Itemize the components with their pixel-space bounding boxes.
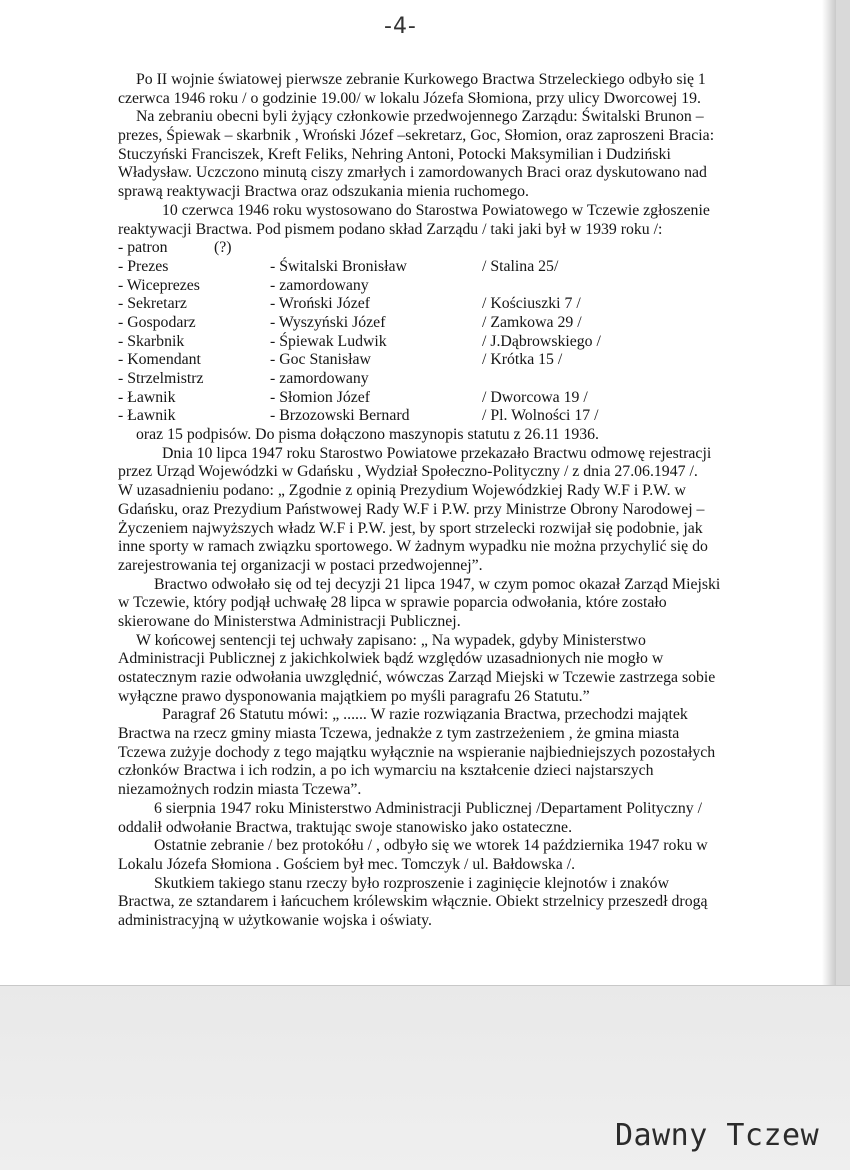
paragraph — [118, 71, 783, 108]
text-line: Bractwa, ze sztandarem i łańcuchem królewskim włącznie. Obiekt strzelnicy przeszedł drogą — [118, 893, 708, 911]
board-row — [118, 258, 783, 277]
text-line: w Tczewie, który podjął uchwałę 28 lipca w sprawie poparcia odwołania, które zostało — [118, 594, 667, 612]
text-line: inne sporty w ramach związku sportowego. W żadnym wypadku nie można przychylić się do — [118, 538, 708, 556]
board-row — [118, 277, 783, 296]
text-line: 6 sierpnia 1947 roku Ministerstwo Administracji Publicznej /Departament Polityczny / — [154, 799, 702, 817]
board-member-address: / Dworcowa 19 / — [482, 388, 588, 406]
text-line: Na zebraniu obecni byli żyjący członkowie przedwojennego Zarządu: Świtalski Brunon – — [136, 108, 704, 126]
text-line: Bractwa na rzecz gminy miasta Tczewa, jednakże z tym zastrzeżeniem , że gmina miasta — [118, 725, 680, 743]
board-role: - Ławnik — [118, 388, 176, 406]
board-role: - Gospodarz — [118, 313, 196, 331]
text-line: Gdańsku, oraz Prezydium Państwowej Rady W.F i P.W. przy Ministrze Obrony Narodowej – — [118, 500, 705, 518]
board-role: - Komendant — [118, 351, 201, 369]
board-row — [118, 333, 783, 352]
text-line: reaktywacji Bractwa. Pod pismem podano skład Zarządu / taki jaki był w 1939 roku /: — [118, 220, 663, 238]
text-line: Stuczyński Franciszek, Kreft Feliks, Nehring Antoni, Potocki Maksymilian i Dudziński — [118, 145, 671, 163]
text-line: skierowane do Ministerstwa Administracji Publicznej. — [118, 612, 461, 630]
text-line: Władysław. Uczczono minutą ciszy zmarłych i zamordowanych Braci oraz dyskutowano nad — [118, 164, 707, 182]
board-member-name: - Wyszyński Józef — [270, 313, 386, 331]
intro-paragraphs — [118, 71, 783, 239]
board-row — [118, 239, 783, 258]
page-edge-shadow — [822, 0, 836, 985]
board-member-address: / Krótka 15 / — [482, 351, 563, 369]
text-line: administracyjną w użytkowanie wojska i oświaty. — [118, 911, 432, 929]
paragraph — [118, 108, 783, 201]
board-role: - Prezes — [118, 257, 169, 275]
board-row — [118, 407, 783, 426]
board-member-name: - Wroński Józef — [270, 295, 370, 313]
board-member-address: / Kościuszki 7 / — [482, 295, 581, 313]
text-line: niezamożnych rodzin miasta Tczewa”. — [118, 781, 362, 799]
text-line: Paragraf 26 Statutu mówi: „ ...... W razie rozwiązania Bractwa, przechodzi majątek — [162, 706, 688, 724]
board-row — [118, 295, 783, 314]
text-line: oraz 15 podpisów. Do pisma dołączono maszynopis statutu z 26.11 1936. — [136, 426, 600, 444]
board-role: - Sekretarz — [118, 295, 187, 313]
board-member-name: - zamordowany — [270, 276, 369, 294]
paragraph — [118, 632, 783, 707]
text-line: Lokalu Józefa Słomiona . Gościem był mec. Tomczyk / ul. Bałdowska /. — [118, 855, 576, 873]
text-line: członków Bractwa i ich rodzin, a po ich wymarciu na kształcenie dzieci najstarszych — [118, 762, 654, 780]
text-line: sprawą reaktywacji Bractwa oraz odszukania mienia ruchomego. — [118, 183, 529, 201]
board-list — [118, 239, 783, 426]
board-role: - Strzelmistrz — [118, 370, 204, 387]
paragraph — [118, 837, 783, 874]
text-line: Tczewa zużyje dochody z tego majątku wyłącznie na wspieranie najbiedniejszych pozostałych — [118, 743, 716, 761]
text-line: wyłączne prawo dysponowania majątkiem po myśli paragrafu 26 Statutu.” — [118, 687, 590, 705]
text-line: Dnia 10 lipca 1947 roku Starostwo Powiatowe przekazało Bractwu odmowę rejestracji — [162, 444, 712, 462]
board-role: - Skarbnik — [118, 332, 185, 350]
page-number: -4- — [384, 14, 417, 39]
text-line: Po II wojnie światowej pierwsze zebranie Kurkowego Bractwa Strzeleckiego odbyło się 1 — [136, 71, 706, 88]
board-member-address: / Stalina 25/ — [482, 257, 559, 275]
board-row — [118, 370, 783, 389]
text-line: oddalił odwołanie Bractwa, traktując swoje stanowisko jako ostateczne. — [118, 818, 573, 836]
board-member-address: / Zamkowa 29 / — [482, 313, 582, 331]
board-member-name: - Brzozowski Bernard — [270, 407, 410, 425]
paragraph — [118, 202, 783, 239]
board-row — [118, 314, 783, 333]
text-line: W końcowej sentencji tej uchwały zapisano: „ Na wypadek, gdyby Ministerstwo — [136, 631, 646, 649]
board-member-address: / Pl. Wolności 17 / — [482, 407, 599, 425]
board-member-name: - Śpiewak Ludwik — [270, 332, 387, 350]
paragraph — [118, 875, 783, 931]
text-line: prezes, Śpiewak – skarbnik , Wroński Józef –sekretarz, Goc, Słomion, oraz zaproszeni Bracia: — [118, 127, 715, 145]
board-role: - Wiceprezes — [118, 276, 200, 294]
board-role: - patron — [118, 239, 168, 257]
text-line: czerwca 1946 roku / o godzinie 19.00/ w lokalu Józefa Słomiona, przy ulicy Dworcowej 19. — [118, 89, 702, 107]
text-line: Administracji Publicznej z jakichkolwiek bądź względów uzasadnionych nie mogło w — [118, 650, 664, 668]
board-member-name: (?) — [214, 239, 232, 257]
board-member-name: - zamordowany — [270, 370, 369, 387]
text-line: ostatecznym razie odwołania uwzględnić, wówczas Zarząd Miejski w Tczewie zastrzega sobie — [118, 669, 716, 686]
text-line: przez Urząd Wojewódzki w Gdańsku , Wydział Społeczno-Polityczny / z dnia 27.06.1947 /. — [118, 463, 698, 481]
paragraph — [118, 426, 783, 445]
board-role: - Ławnik — [118, 407, 176, 425]
main-paragraphs — [118, 426, 783, 931]
paragraph — [118, 706, 783, 799]
text-line: 10 czerwca 1946 roku wystosowano do Starostwa Powiatowego w Tczewie zgłoszenie — [162, 201, 710, 219]
text-line: Ostatnie zebranie / bez protokółu / , odbyło się we wtorek 14 października 1947 roku w — [154, 837, 708, 855]
watermark-logo: Dawny Tczew — [615, 1118, 820, 1153]
text-line: zarejestrowania tej organizacji w postaci przedwojennej”. — [118, 556, 483, 574]
board-member-name: - Goc Stanisław — [270, 351, 371, 369]
paragraph — [118, 445, 783, 576]
board-member-address: / J.Dąbrowskiego / — [482, 332, 601, 350]
text-line: Życzeniem najwyższych władz W.F i P.W. jest, by sport strzelecki rozwijał się podobnie, jak — [118, 519, 703, 537]
text-line: Bractwo odwołało się od tej decyzji 21 lipca 1947, w czym pomoc okazał Zarząd Miejski — [154, 575, 721, 593]
text-line: Skutkiem takiego stanu rzeczy było rozproszenie i zaginięcie klejnotów i znaków — [154, 874, 669, 892]
paragraph — [118, 576, 783, 632]
board-member-name: - Świtalski Bronisław — [270, 257, 407, 275]
text-line: W uzasadnieniu podano: „ Zgodnie z opinią Prezydium Wojewódzkiej Rady W.F i P.W. w — [118, 482, 686, 500]
board-member-name: - Słomion Józef — [270, 388, 371, 406]
document-body — [118, 71, 783, 931]
board-row — [118, 351, 783, 370]
paragraph — [118, 800, 783, 837]
board-row — [118, 389, 783, 408]
